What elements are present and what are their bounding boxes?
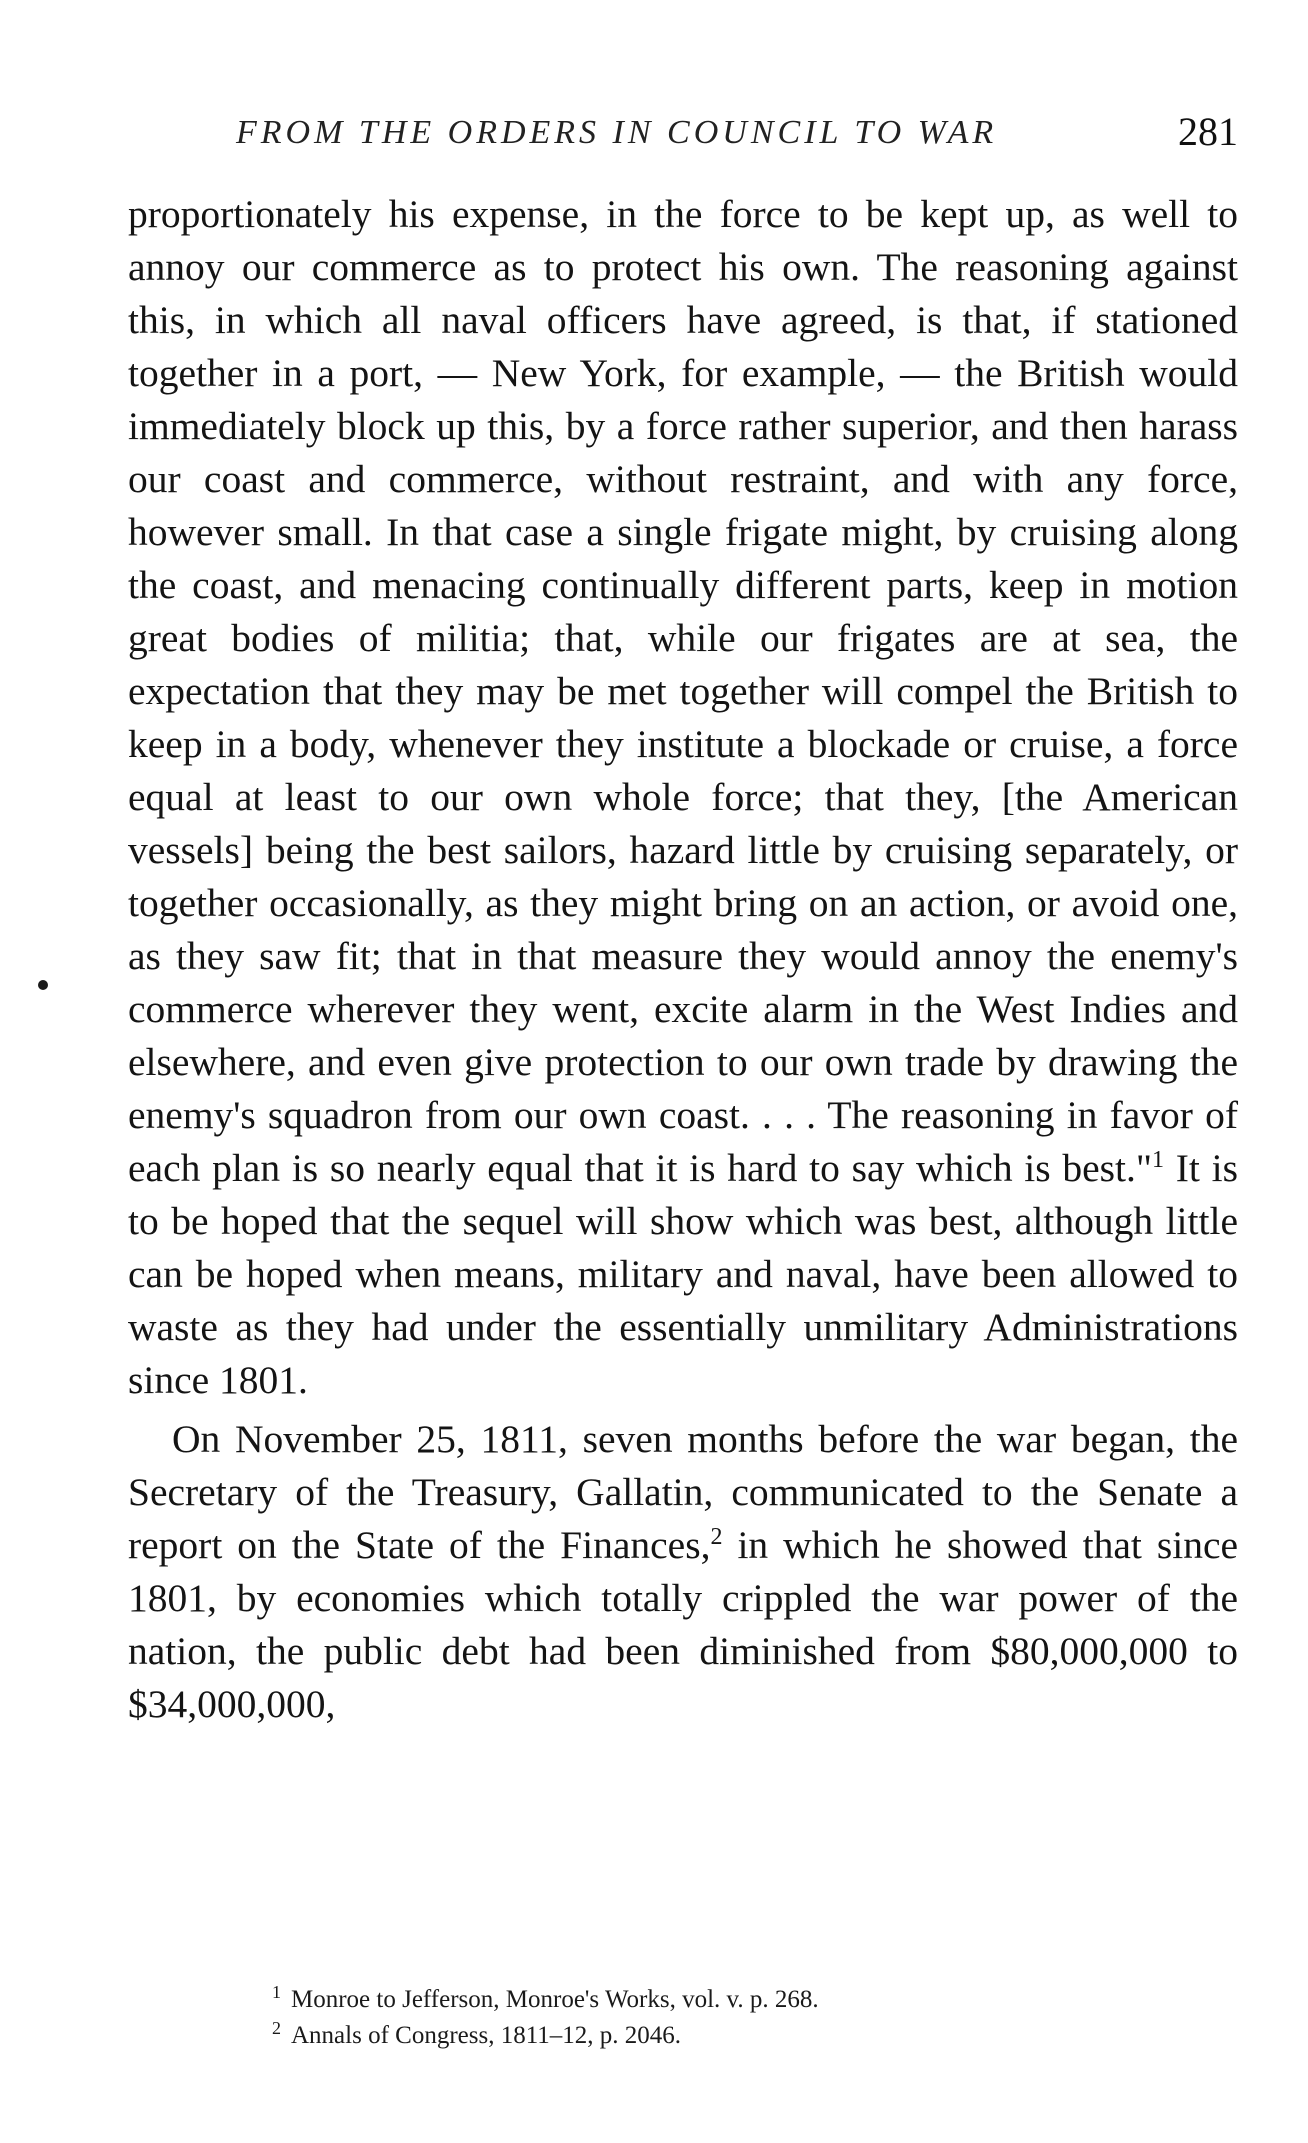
margin-ink-dot — [38, 980, 48, 990]
body-text — [128, 188, 1238, 1731]
running-title: FROM THE ORDERS IN COUNCIL TO WAR — [236, 114, 998, 151]
footnote-marker-1: 1 — [1152, 1146, 1165, 1173]
paragraph-1-text-a: proportionately his expense, in the force to be kept up, as well to annoy our commerce as to protect his own. The reasoning against this, in which all naval officers have agreed, is that, if stationed together in a port, — New York, for example, — the British would immediately block up this, by a force rather superior, and then harass our coast and commerce, without restraint, and with any force, however small. In that case a single frigate might, by cruising along the coast, and menacing continually different parts, keep in motion great bodies of militia; that, while our frigates are at sea, the expectation that they may be met together will compel the British to keep in a body, whenever they institute a blockade or cruise, a force equal at least to our own whole force; that they, [the American vessels] being the best sailors, hazard little by cruising separately, or together occasionally, as they might bring on an action, or avoid one, as they saw fit; that in that measure they would annoy the enemy's commerce wherever they went, excite alarm in the West Indies and elsewhere, and even give protection to our own trade by drawing the enemy's squadron from our own coast. . . . The reasoning in favor of each plan is so nearly equal that it is hard to say which is best." — [128, 192, 1238, 1190]
footnote-text: Monroe to Jefferson, Monroe's Works, vol. v. p. 268. — [291, 1986, 819, 2013]
footnote-text: Annals of Congress, 1811–12, p. 2046. — [291, 2022, 682, 2049]
paragraph-2 — [128, 1413, 1238, 1731]
page-number: 281 — [1178, 109, 1238, 154]
footnote-marker-2: 2 — [710, 1523, 723, 1550]
footnote-number: 1 — [272, 1981, 281, 2002]
paragraph-1-text-b: It is to be hoped that the sequel will show which was best, although little can be hoped when means, military and naval, have been allowed to waste as they had under the essentially unmilitary Administrations since 1801. — [128, 1146, 1238, 1402]
paragraph-2-text-a: On November 25, 1811, seven months before the war began, the Secretary of the Treasury, Gallatin, communicated to the Senate a report on the State of the Finances, — [128, 1417, 1238, 1567]
footnotes — [272, 1982, 1172, 2054]
paragraph-2-text-b: in which he showed that since 1801, by economies which totally crippled the war power of the nation, the public debt had been diminished from $80,000,000 to $34,000,000, — [128, 1523, 1239, 1726]
footnote-number: 2 — [272, 2017, 281, 2038]
footnote-1 — [272, 1982, 1172, 2018]
page-header — [128, 108, 1238, 164]
footnote-2 — [272, 2018, 1172, 2054]
paragraph-1 — [128, 188, 1238, 1407]
